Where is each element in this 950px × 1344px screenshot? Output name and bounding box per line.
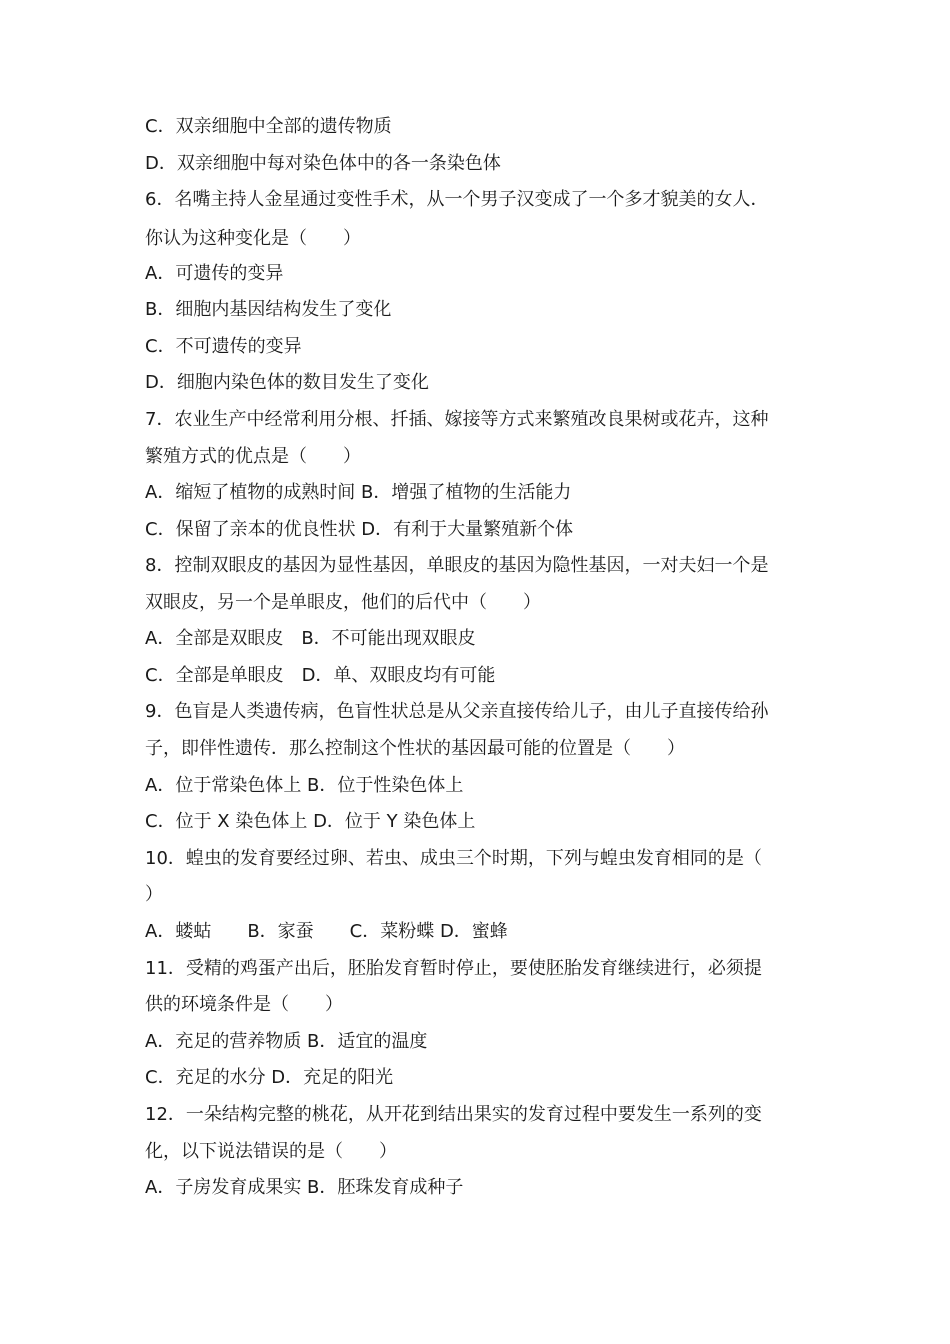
question-11-text: 供的环境条件是（ ）	[145, 994, 343, 1015]
options-ab: A．子房发育成果实 B．胚珠发育成种子	[145, 1177, 464, 1198]
option-b: B．细胞内基因结构发生了变化	[145, 299, 392, 320]
options-cd: C．全部是单眼皮 D．单、双眼皮均有可能	[145, 665, 496, 686]
question-6-text: 6．名嘴主持人金星通过变性手术，从一个男子汉变成了一个多才貌美的女人．	[145, 189, 769, 210]
options-cd: C．位于 X 染色体上 D．位于 Y 染色体上	[145, 811, 476, 832]
question-8-text: 双眼皮，另一个是单眼皮，他们的后代中（ ）	[145, 592, 541, 613]
options-cd: C．保留了亲本的优良性状 D．有利于大量繁殖新个体	[145, 519, 574, 540]
option-d: D．细胞内染色体的数目发生了变化	[145, 372, 429, 393]
question-7-text: 7．农业生产中经常利用分根、扦插、嫁接等方式来繁殖改良果树或花卉，这种	[145, 409, 769, 430]
question-9-text: 子，即伴性遗传．那么控制这个性状的基因最可能的位置是（ ）	[145, 738, 685, 759]
question-11-text: 11．受精的鸡蛋产出后，胚胎发育暂时停止，要使胚胎发育继续进行，必须提	[145, 958, 762, 979]
question-9-text: 9．色盲是人类遗传病，色盲性状总是从父亲直接传给儿子，由儿子直接传给孙	[145, 701, 769, 722]
options-abcd: A．蝼蛄 B．家蚕 C．菜粉蝶 D．蜜蜂	[145, 921, 508, 942]
text-line: D．双亲细胞中每对染色体中的各一条染色体	[145, 153, 501, 174]
question-7-text: 繁殖方式的优点是（ ）	[145, 446, 361, 467]
question-12-text: 化，以下说法错误的是（ ）	[145, 1141, 397, 1162]
question-6-text: 你认为这种变化是（ ）	[145, 228, 361, 249]
text-line: C．双亲细胞中全部的遗传物质	[145, 116, 392, 137]
question-12-text: 12．一朵结构完整的桃花，从开花到结出果实的发育过程中要发生一系列的变	[145, 1104, 762, 1125]
question-10-text: ）	[145, 884, 163, 905]
options-cd: C．充足的水分 D．充足的阳光	[145, 1067, 394, 1088]
options-ab: A．充足的营养物质 B．适宜的温度	[145, 1031, 428, 1052]
options-ab: A．位于常染色体上 B．位于性染色体上	[145, 775, 464, 796]
option-a: A．可遗传的变异	[145, 263, 284, 284]
options-ab: A．全部是双眼皮 B．不可能出现双眼皮	[145, 628, 476, 649]
option-c: C．不可遗传的变异	[145, 336, 302, 357]
options-ab: A．缩短了植物的成熟时间 B．增强了植物的生活能力	[145, 482, 572, 503]
question-8-text: 8．控制双眼皮的基因为显性基因，单眼皮的基因为隐性基因，一对夫妇一个是	[145, 555, 769, 576]
question-10-text: 10．蝗虫的发育要经过卵、若虫、成虫三个时期，下列与蝗虫发育相同的是（	[145, 848, 762, 869]
